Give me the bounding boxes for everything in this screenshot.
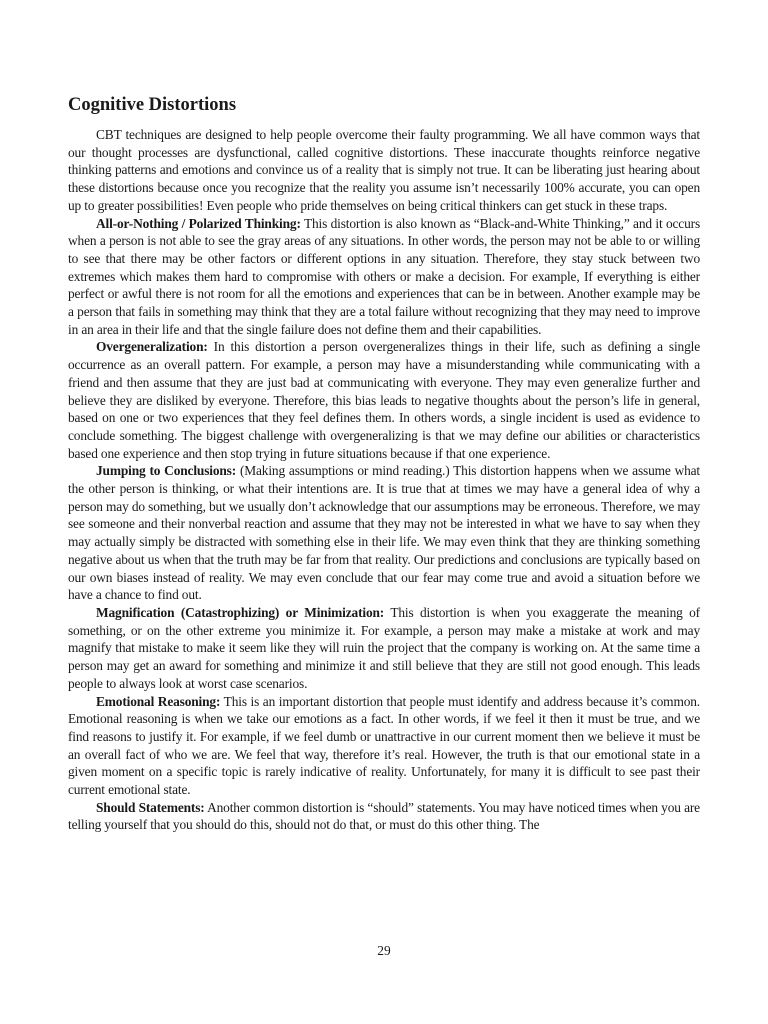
text-emotional-reasoning: This is an important distortion that people must identify and address because it’s common. Emotional reasoning is when we take our emotions as a fact. In other words, if we feel it then it must be true, and we find reasons to justify it. For example, if we feel dumb or unattractive in our current moment then we believe it must be an overall fact of who we are. We feel that way, therefore it’s real. However, the truth is that our emotional state in a given moment on a specific topic is rarely indicative of reality. Unfortunately, for many it is difficult to see past their current emotional state. <box>68 693 700 798</box>
section-title: Cognitive Distortions <box>68 95 237 115</box>
paragraph-should-statements <box>68 799 700 834</box>
intro-paragraph: CBT techniques are designed to help people overcome their faulty programming. We all have common ways that our thought processes are dysfunctional, called cognitive distortions. These inaccurate thoughts reinforce negative thinking patterns and emotions and convince us of a reality that is simply not true. It can be liberating just hearing about these distortions because once you recognize that the reality you assume isn’t necessarily 100% accurate, you can open up to greater possibilities! Even people who pride themselves on being critical thinkers can get stuck in these traps. <box>68 127 700 213</box>
term-jumping-to-conclusions: Jumping to Conclusions: <box>96 463 237 479</box>
term-overgeneralization: Overgeneralization: <box>96 339 208 355</box>
text-all-or-nothing: This distortion is also known as “Black-and-White Thinking,” and it occurs when a person is not able to see the gray areas of any situations. In other words, the person may not be able to or willing to see that there may be other factors or different options in any situation. Therefore, they stay stuck between two extremes which makes them hard to compromise with others or make a decision. For example, If everything is either perfect or awful there is not room for all the emotions and experiences that can be in between. Another example may be a person that fails in something may think that they are a total failure without recognizing that they may need to improve in an area in their life and that the single failure does not define them and their capabilities. <box>68 215 701 337</box>
document-page <box>68 94 700 834</box>
text-overgeneralization: In this distortion a person overgeneralizes things in their life, such as defining a single occurrence as an overall pattern. For example, a person may have a misunderstanding while communicating with a friend and then assume that they are just bad at communicating with everyone. They may even generalize further and believe they are disliked by everyone. Therefore, this bias leads to negative thoughts about the person’s life in general, based on one or two experiences that they feel defines them. In others words, a single incident is used as evidence to conclude something. The biggest challenge with overgeneralizing is that we may define our abilities or characteristics based one experience and then stop trying in future situations because if that one experience. <box>68 339 700 461</box>
paragraph-magnification <box>68 604 700 693</box>
paragraph-jumping-to-conclusions <box>68 462 700 604</box>
term-magnification: Magnification (Catastrophizing) or Minimization: <box>96 604 385 620</box>
term-emotional-reasoning: Emotional Reasoning: <box>96 693 221 709</box>
page-number: 29 <box>377 943 391 958</box>
term-all-or-nothing: All-or-Nothing / Polarized Thinking: <box>96 215 301 231</box>
paragraph-overgeneralization <box>68 338 700 462</box>
paragraph-emotional-reasoning <box>68 693 700 799</box>
text-magnification: This distortion is when you exaggerate the meaning of something, or on the other extreme you minimize it. For example, a person may make a mistake at work and may magnify that mistake to make it seem like they will ruin the project that the company is working on. At the same time a person may get an award for something and minimize it and still believe that they are still not good enough. This leads people to always look at worst case scenarios. <box>68 604 700 691</box>
text-should-statements: Another common distortion is “should” statements. You may have noticed times when you are telling yourself that you should do this, should not do that, or must do this other thing. The <box>68 799 700 833</box>
text-jumping-to-conclusions: (Making assumptions or mind reading.) This distortion happens when we assume what the other person is thinking, or what their intentions are. It is true that at times we may have a general idea of why a person may do something, but we usually don’t acknowledge that our assumptions may be erroneous. Therefore, we may see someone and their nonverbal reaction and assume that they may not be interested in what we have to say when they may actually simply be distracted with something else in their life. We may even think that they are thinking something negative about us when that the truth may be far from that reality. Our predictions and conclusions are typically based on our own biases instead of reality. We may even conclude that our fear may come true and avoid a situation before we have a chance to find out. <box>68 463 700 603</box>
body-text <box>68 126 700 834</box>
paragraph-all-or-nothing <box>68 215 700 339</box>
term-should-statements: Should Statements: <box>96 799 205 815</box>
